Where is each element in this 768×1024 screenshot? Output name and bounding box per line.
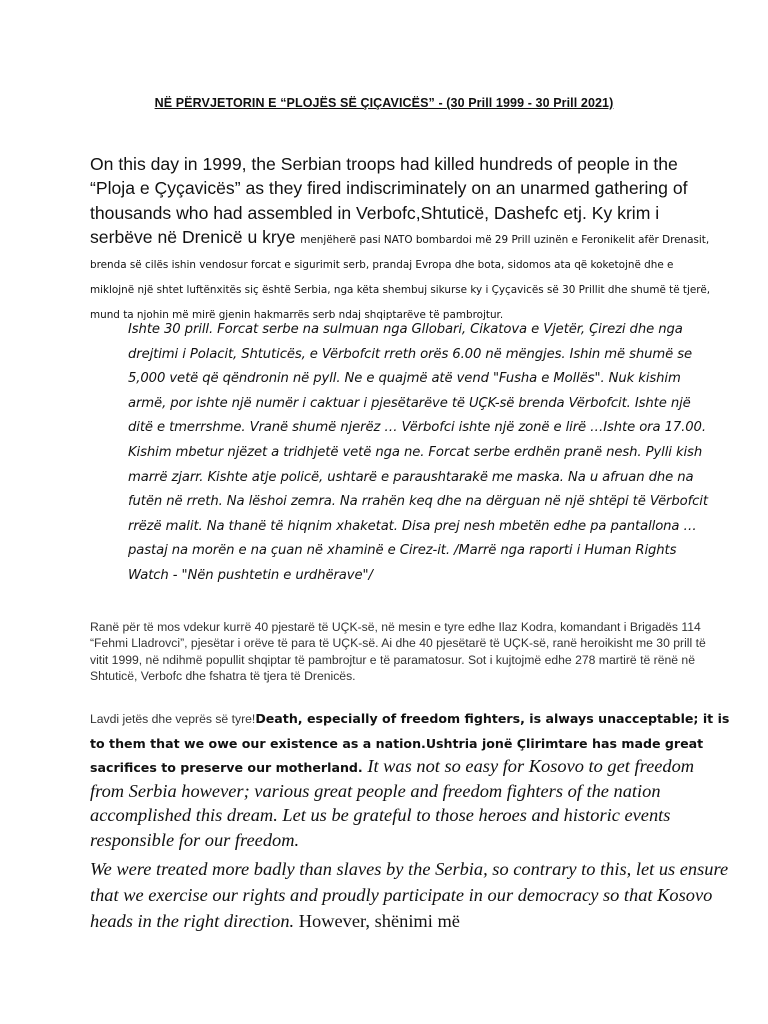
intro-paragraph	[90, 152, 720, 325]
heroes-paragraph: Ranë për të mos vdekur kurrë 40 pjestarë të UÇK-së, në mesin e tyre edhe Ilaz Kodra, komandant i Brigadës 114 “Fehmi Lladrovci”, pjesëtar i orëve të para të UÇK-së. Ai dhe 40 pjesëtarë të UÇK-së, ranë heroikisht me 30 prill të vitit 1999, në ndihmë popullit shqiptar të pambrojtur e të paramatosur. Sot i kujtojmë edhe 278 martirë të rënë në Shtuticë, Verbofc dhe fshatra të tjera të Drenicës.	[90, 620, 706, 684]
witness-quote: Ishte 30 prill. Forcat serbe na sulmuan nga Gllobari, Cikatova e Vjetër, Çirezi dhe nga drejtimi i Polacit, Shtuticës, e Vërbofcit rreth orës 6.00 në mëngjes. Ishin më shumë se 5,000 vetë që qëndronin në pyll. Ne e quajmë atë vend "Fusha e Mollës". Nuk kishim armë, por ishte një numër i caktuar i pjesëtarëve të UÇK-së brenda Vërbofcit. Ishte një ditë e tmerrshme. Vranë shumë njerëz … Vërbofci ishte një zonë e lirë …Ishte ora 17.00. Kishim mbetur njëzet a tridhjetë vetë nga ne. Forcat serbe erdhën pranë nesh. Pylli kish marrë zjarr. Kishte atje policë, ushtarë e paraushtarakë me maska. Na u afruan dhe na futën në rreth. Na lëshoi zemra. Na rrahën keq dhe na dërguan në një shtëpi të Vërbofcit rrëzë malit. Na thanë të hiqnim xhaketat. Disa prej nesh mbetën edhe pa pantallona … pastaj na morën e na çuan në xhaminë e Cirez-it. /Marrë nga raporti i Human Rights Watch - "Nën pushtetin e urdhërave"/	[128, 322, 708, 583]
glory-paragraph	[90, 707, 730, 854]
intro-small-text: menjëherë pasi NATO bombardoi më 29 Prill uzinën e Feronikelit afër Drenasit, brenda së cilës ishin vendosur forcat e sigurimit serb, prandaj Evropa dhe bota, sidomos ata që koketojnë dhe e miklojnë një shtet luftënxitës siç është Serbia, nga këta shembuj sikurse ky i Çyçavicës së 30 Prillit dhe shumë të tjerë, mund ta njohin më mirë gjenin hakmarrës serb ndaj shqiptarëve të pambrojtur.	[90, 233, 711, 321]
glory-bold-text: Death, especially of freedom fighters, is always unacceptable; it is to them that we owe our existence as a nation.Ushtria jonë Çlirimtare has made great sacrifices to preserve our motherland.	[90, 711, 730, 776]
final-upright-text: However, shënimi më	[294, 911, 460, 931]
document-title: NË PËRVJETORIN E “PLOJËS SË ÇIÇAVICËS” - (30 Prill 1999 - 30 Prill 2021)	[154, 96, 614, 110]
glory-lavdi-text: Lavdi jetës dhe veprës së tyre!	[90, 712, 256, 726]
intro-large-text: On this day in 1999, the Serbian troops had killed hundreds of people in the “Ploja e Çyçavicës” as they fired indiscriminately on an unarmed gathering of thousands who had assembled in Verbofc,Shtuticë, Dashefc etj. Ky krim i serbëve në Drenicë u krye	[90, 154, 688, 247]
final-paragraph	[90, 856, 730, 934]
final-italic-text: We were treated more badly than slaves by the Serbia, so contrary to this, let us ensure that we exercise our rights and proudly participate in our democracy so that Kosovo heads in the right direction.	[90, 859, 729, 931]
glory-serif-text: It was not so easy for Kosovo to get freedom from Serbia however; various great people and freedom fighters of the nation accomplished this dream. Let us be grateful to those heroes and historic events responsible for our freedom.	[90, 756, 695, 850]
